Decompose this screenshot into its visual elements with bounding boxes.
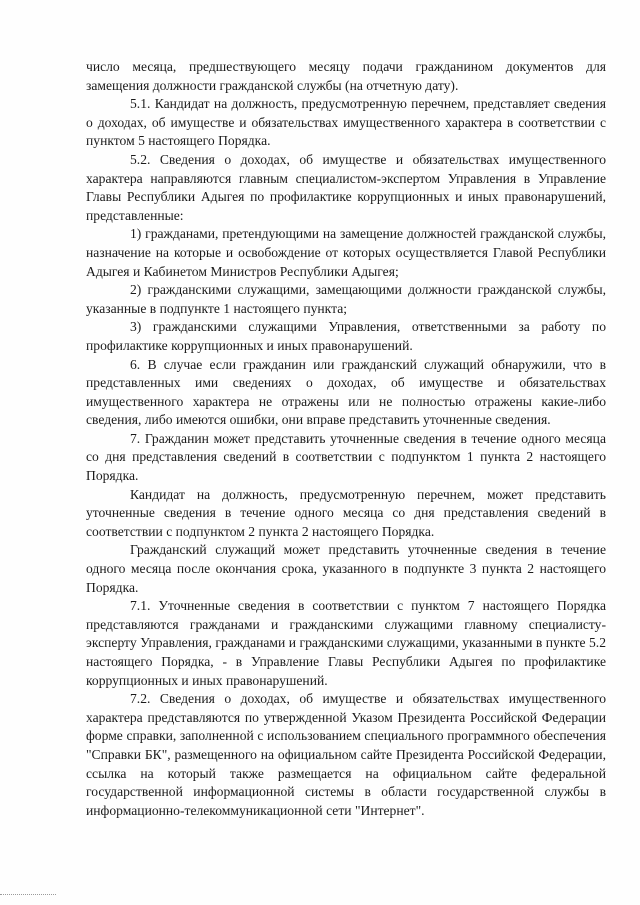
paragraph-5-2-item-2: 2) гражданскими служащими, замещающими должности гражданской службы, указанные в подпункте 1 настоящего пункта;: [86, 282, 606, 316]
paragraph-7-1: 7.1. Уточненные сведения в соответствии с пунктом 7 настоящего Порядка представляются гражданами и гражданскими служащими главному специалисту-эксперту Управления, гражданами и гражданскими служащими, указанными в пункте 5.2 настоящего Порядка, - в Управление Главы Республики Адыгея по профилактике коррупционных и иных правонарушений.: [86, 598, 606, 688]
paragraph-5-1: 5.1. Кандидат на должность, предусмотренную перечнем, представляет сведения о доходах, об имуществе и обязательствах имущественного характера в соответствии с пунктом 5 настоящего Порядка.: [86, 96, 606, 149]
paragraph-7: 7. Гражданин может представить уточненные сведения в течение одного месяца со дня представления сведений в соответствии с подпунктом 1 пункта 2 настоящего Порядка.: [86, 430, 606, 484]
paragraph-7-candidate: Кандидат на должность, предусмотренную перечнем, может представить уточненные сведения в течение одного месяца со дня представления сведений в соответствии с подпунктом 2 пункта 2 настоящего Порядка.: [86, 486, 606, 539]
paragraph-7-civil-servant: Гражданский служащий может представить уточненные сведения в течение одного месяца после окончания срока, указанного в подпункте 3 пункта 2 настоящего Порядка.: [86, 542, 606, 595]
paragraph-6: 6. В случае если гражданин или гражданский служащий обнаружили, что в представленных ими сведениях о доходах, об имуществе и обязательствах имущественного характера не отражены или не полностью отражены какие-либо сведения, либо имеются ошибки, они вправе представить уточненные сведения.: [86, 356, 606, 428]
document-page: [86, 58, 606, 820]
paragraph-5-2-item-1: 1) гражданами, претендующими на замещение должностей гражданской службы, назначение на которые и освобождение от которых осуществляется Главой Республики Адыгея и Кабинетом Министров Республики Адыгея;: [86, 226, 606, 279]
paragraph-5-2: 5.2. Сведения о доходах, об имуществе и обязательствах имущественного характера направляются главным специалистом-экспертом Управления в Управление Главы Республики Адыгея по профилактике коррупционных и иных правонарушений, представленные:: [86, 151, 606, 223]
paragraph-1: число месяца, предшествующего месяцу подачи гражданином документов для замещения должности гражданской службы (на отчетную дату).: [86, 59, 606, 93]
scan-edge-mark: [0, 894, 56, 895]
paragraph-5-2-item-3: 3) гражданскими служащими Управления, ответственными за работу по профилактике коррупционных и иных правонарушений.: [86, 319, 606, 353]
paragraph-7-2: 7.2. Сведения о доходах, об имуществе и обязательствах имущественного характера представляются по утвержденной Указом Президента Российской Федерации форме справки, заполненной с использованием специального программного обеспечения "Справки БК", размещенного на официальном сайте Президента Российской Федерации, ссылка на который также размещается на официальном сайте федеральной государственной информационной системы в области государственной службы в информационно-телекоммуникационной сети "Интернет".: [86, 691, 606, 818]
